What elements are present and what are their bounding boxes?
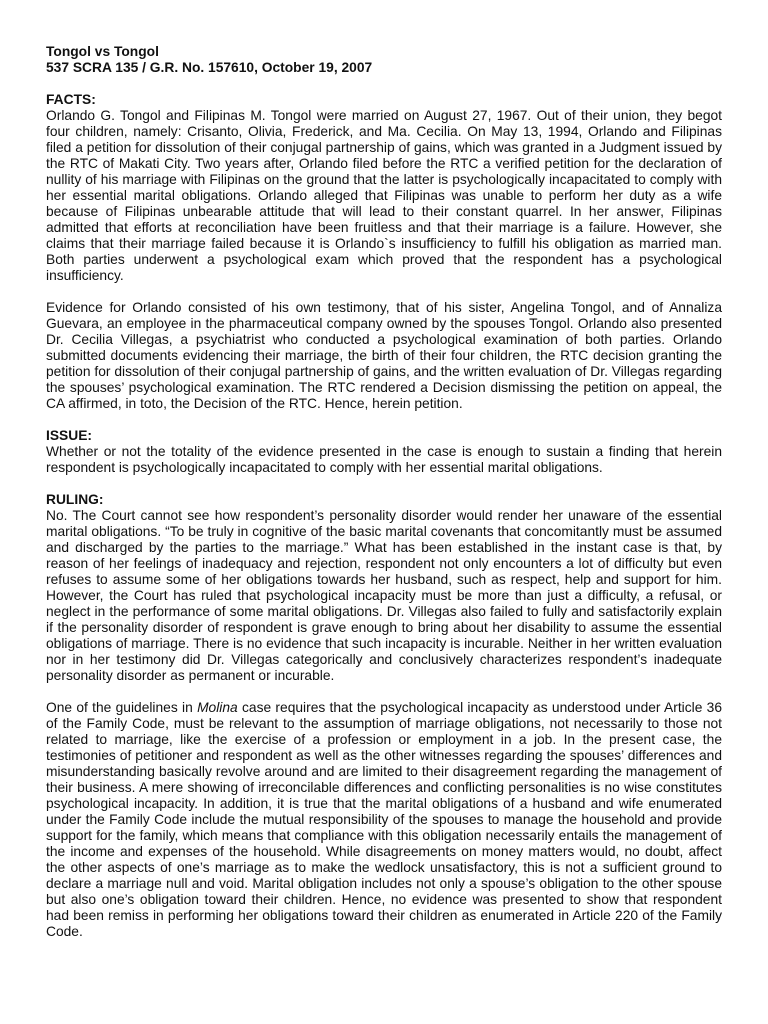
spacer xyxy=(46,284,722,300)
case-name-molina: Molina xyxy=(197,700,238,715)
facts-paragraph-2: Evidence for Orlando consisted of his own testimony, that of his sister, Angelina Tongol, and of Annaliza Guevara, an employee in the pharmaceutical company owned by the spouses Tongol. Orlando also presented Dr. Cecilia Villegas, a psychiatrist who conducted a psychological examination of both parties. Orlando submitted documents evidencing their marriage, the birth of their four children, the RTC decision granting the petition for dissolution of their conjugal partnership of gains, and the written evaluation of Dr. Villegas regarding the spouses’ psychological examination. The RTC rendered a Decision dismissing the petition on appeal, the CA affirmed, in toto, the Decision of the RTC. Hence, herein petition. xyxy=(46,300,722,411)
case-title: Tongol vs Tongol xyxy=(46,44,159,59)
spacer xyxy=(46,476,722,492)
facts-heading: FACTS: xyxy=(46,92,96,107)
issue-heading: ISSUE: xyxy=(46,428,92,443)
ruling-p2-body: case requires that the psychological incapacity as understood under Article 36 of the Family Code, must be relevant to the assumption of marriage obligations, not necessarily to those not related to marriage, like the exercise of a profession or employment in a job. In the present case, the testimonies of petitioner and respondent as well as the other witnesses regarding the spouses’ differences and misunderstanding basically revolve around and are limited to their disagreement regarding the management of their business. A mere showing of irreconcilable differences and conflicting personalities is no wise constitutes psychological incapacity. In addition, it is true that the marital obligations of a husband and wife enumerated under the Family Code include the mutual responsibility of the spouses to manage the household and provide support for the family, which means that compliance with this obligation necessarily entails the management of the income and expenses of the household. While disagreements on money matters would, no doubt, affect the other aspects of one’s marriage as to make the wedlock unsatisfactory, this is not a sufficient ground to declare a marriage null and void. Marital obligation includes not only a spouse’s obligation to the other spouse but also one’s obligation toward their children. Hence, no evidence was presented to show that respondent had been remiss in performing her obligations toward their children as enumerated in Article 220 of the Family Code. xyxy=(46,700,723,939)
issue-paragraph: Whether or not the totality of the evidence presented in the case is enough to sustain a finding that herein respondent is psychologically incapacitated to comply with her essential marital obligations. xyxy=(46,444,722,475)
ruling-paragraph-1: No. The Court cannot see how respondent’s personality disorder would render her unaware of the essential marital obligations. “To be truly in cognitive of the basic marital covenants that concomitantly must be assumed and discharged by the parties to the marriage.” What has been established in the instant case is that, by reason of her feelings of inadequacy and rejection, respondent not only encounters a lot of difficulty but even refuses to assume some of her obligations towards her husband, such as respect, help and support for him. However, the Court has ruled that psychological incapacity must be more than just a difficulty, a refusal, or neglect in the performance of some marital obligations. Dr. Villegas also failed to fully and satisfactorily explain if the personality disorder of respondent is grave enough to bring about her disability to assume the essential obligations of marriage. There is no evidence that such incapacity is incurable. Neither in her written evaluation nor in her testimony did Dr. Villegas categorically and conclusively characterizes respondent’s inadequate personality disorder as permanent or incurable. xyxy=(46,508,722,683)
ruling-paragraph-2 xyxy=(46,700,722,940)
spacer xyxy=(46,76,722,92)
ruling-heading: RULING: xyxy=(46,492,104,507)
spacer xyxy=(46,684,722,700)
spacer xyxy=(46,412,722,428)
ruling-p2-intro: One of the guidelines in xyxy=(46,700,198,715)
case-citation: 537 SCRA 135 / G.R. No. 157610, October 19, 2007 xyxy=(46,60,373,75)
facts-paragraph-1: Orlando G. Tongol and Filipinas M. Tongol were married on August 27, 1967. Out of their union, they begot four children, namely: Crisanto, Olivia, Frederick, and Ma. Cecilia. On May 13, 1994, Orlando and Filipinas filed a petition for dissolution of their conjugal partnership of gains, which was granted in a Judgment issued by the RTC of Makati City. Two years after, Orlando filed before the RTC a verified petition for the declaration of nullity of his marriage with Filipinas on the ground that the latter is psychologically incapacitated to comply with her essential marital obligations. Orlando alleged that Filipinas was unable to perform her duty as a wife because of Filipinas unbearable attitude that will lead to their constant quarrel. In her answer, Filipinas admitted that efforts at reconciliation have been fruitless and that their marriage is a failure. However, she claims that their marriage failed because it is Orlando`s insufficiency to fulfill his obligation as married man. Both parties underwent a psychological exam which proved that the respondent has a psychological insufficiency. xyxy=(46,108,722,283)
